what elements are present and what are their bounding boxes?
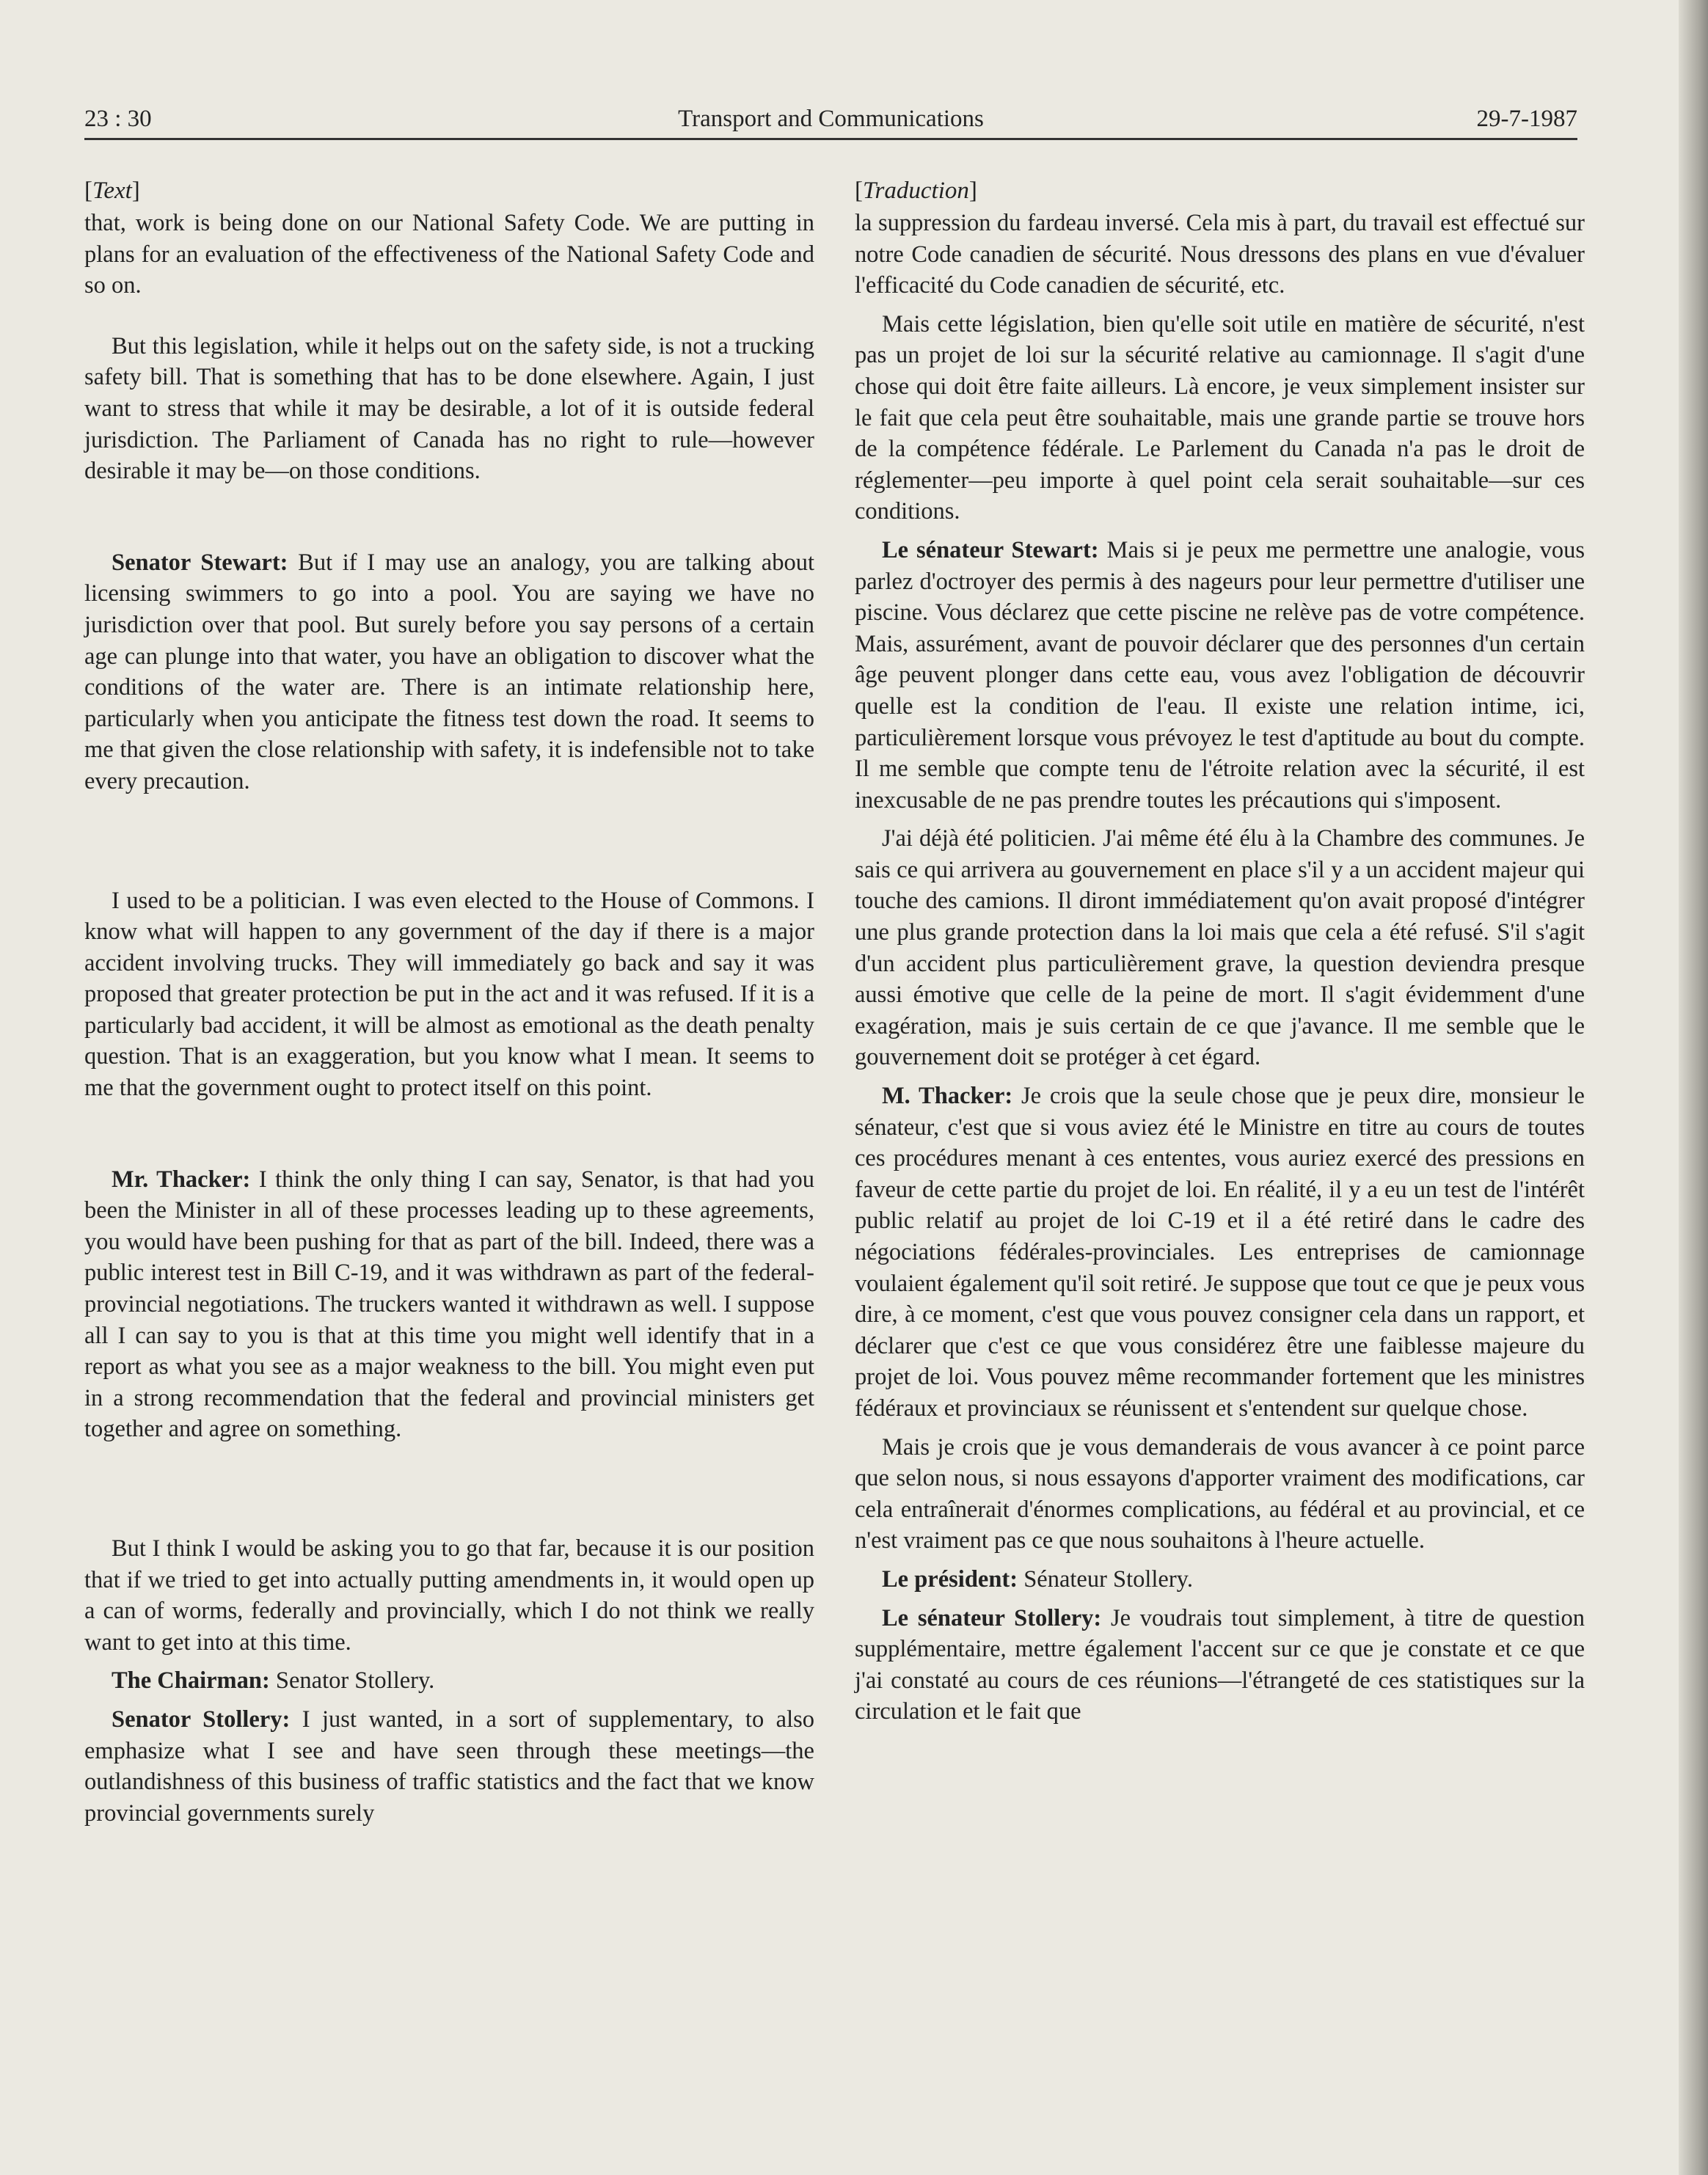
header-date: 29-7-1987 <box>1476 106 1577 132</box>
paragraph: la suppression du fardeau inversé. Cela mis à part, du travail est effectué sur notre Code canadien de sécurité. Nous dressons des plans en vue d'évaluer l'efficacité du Code canadien de sécurité, etc. <box>855 210 1585 299</box>
paragraph: I used to be a politician. I was even elected to the House of Commons. I know what will happen to any government of the day if there is a major accident involving trucks. They will immediately go back and say it was proposed that greater protection be put in the act and it was refused. If it is a particularly bad accident, it will be almost as emotional as the death penalty question. That is an exaggeration, but you know what I mean. It seems to me that the government ought to protect itself on this point. <box>84 887 814 1102</box>
paragraph: that, work is being done on our National Safety Code. We are putting in plans for an evaluation of the effectiveness of the National Safety Code and so on. <box>84 210 814 299</box>
speaker-name: The Chairman: <box>112 1667 270 1695</box>
page-number: 23 : 30 <box>84 106 152 132</box>
speaker-name: Le sénateur Stollery: <box>882 1604 1102 1631</box>
speaker-name: Senator Stewart: <box>112 549 288 576</box>
speech-paragraph: Senator Stewart: But if I may use an analogy, you are talking about licensing swimmers to go into a pool. You are saying we have no jurisdiction over that pool. But surely before you say persons of a certain age can plunge into that water, you have an obligation to discover what the conditions of the water are. There is an intimate relationship here, particularly when you anticipate the fitness test down the road. It seems to me that given the close relationship with safety, it is indefensible not to take every precaution. <box>84 549 814 794</box>
language-tag-french: [Traduction] <box>855 178 977 204</box>
speech-paragraph: The Chairman: Senator Stollery. <box>112 1667 435 1695</box>
paragraph: J'ai déjà été politicien. J'ai même été élu à la Chambre des communes. Je sais ce qui arrivera au gouvernement en place s'il y a un accident majeur qui touche des camions. Il diront immédiatement qu'on avait proposé d'intégrer une plus grande protection dans la loi mais que cela a été refusé. S'il s'agit d'un accident plus particulièrement grave, la question deviendra presque aussi émotive que celle de la peine de mort. Il s'agit évidemment d'une exagération, mais je suis certain de ce que j'avance. Il me semble que le gouvernement doit se protéger à cet égard. <box>855 825 1585 1071</box>
publication-title: Transport and Communications <box>678 106 984 132</box>
running-header <box>84 100 1577 140</box>
speaker-name: Mr. Thacker: <box>112 1166 251 1193</box>
english-column <box>84 175 814 1829</box>
paragraph: But I think I would be asking you to go that far, because it is our position that if we tried to get into actually putting amendments in, it would open up a can of worms, federally and provincially, which I do not think we really want to get into at this time. <box>84 1535 814 1656</box>
paragraph: But this legislation, while it helps out on the safety side, is not a trucking safety bill. That is something that has to be done elsewhere. Again, I just want to stress that while it may be desirable, a lot of it is outside federal jurisdiction. The Parliament of Canada has no right to rule—however desirable it may be—on those conditions. <box>84 332 814 485</box>
speech-paragraph: Le sénateur Stewart: Mais si je peux me permettre une analogie, vous parlez d'octroyer des permis à des nageurs pour leur permettre d'utiliser une piscine. Vous déclarez que cette piscine ne relève pas de votre compétence. Mais, assurément, avant de pouvoir déclarer que des personnes d'un certain âge peuvent plonger dans cette eau, vous avez l'obligation de découvrir quelle est la condition de l'eau. Il existe une relation intime, ici, particulièrement lorsque vous prévoyez le test d'aptitude au bout du compte. Il me semble que compte tenu de l'étroite relation avec la sécurité, il est inexcusable de ne pas prendre toutes les précautions qui s'imposent. <box>855 536 1585 814</box>
speaker-name: M. Thacker: <box>882 1083 1013 1110</box>
speech-paragraph: Mr. Thacker: I think the only thing I can say, Senator, is that had you been the Minister in all of these processes leading up to these agreements, you would have been pushing for that as part of the bill. Indeed, there was a public interest test in Bill C-19, and it was withdrawn as part of the federal-provincial negotiations. The truckers wanted it withdrawn as well. I suppose all I can say to you is that at this time you might well identify that in a report as what you see as a major weakness to the bill. You might even put in a strong recommendation that the federal and provincial ministers get together and agree on something. <box>84 1166 814 1443</box>
french-column <box>855 175 1585 1728</box>
speaker-name: Le sénateur Stewart: <box>882 536 1099 563</box>
paragraph: Mais cette législation, bien qu'elle soit utile en matière de sécurité, n'est pas un projet de loi sur la sécurité relative au camionnage. Il s'agit d'une chose qui doit être faite ailleurs. Là encore, je veux simplement insister sur le fait que cela peut être souhaitable, mais une grande partie se trouve hors de la compétence fédérale. Le Parlement du Canada n'a pas le droit de réglementer—peu importe à quel point cela serait souhaitable—sur ces conditions. <box>855 310 1585 525</box>
page-edge-shadow <box>1679 0 1708 2175</box>
speaker-name: Le président: <box>882 1565 1018 1593</box>
speech-paragraph: Le sénateur Stollery: Je voudrais tout simplement, à titre de question supplémentaire, mettre également l'accent sur ce que je constate et ce que j'ai constaté au cours de ces réunions—l'étrangeté de ces statistiques sur la circulation et le fait que <box>855 1604 1585 1725</box>
speech-paragraph: M. Thacker: Je crois que la seule chose que je peux dire, monsieur le sénateur, c'est que si vous aviez été le Ministre en titre au cours de toutes ces procédures menant à ces ententes, vous auriez exercé des pressions en faveur de cette partie du projet de loi. En réalité, il y a eu un test de l'intérêt public relatif au projet de loi C-19 et il a été retiré dans le cadre des négociations fédérales-provinciales. Les entreprises de camionnage voulaient également qu'il soit retiré. Je suppose que tout ce que je peux vous dire, à ce moment, c'est que vous pouvez consigner cela dans un rapport, et déclarer que c'est ce que vous considérez être une faiblesse majeure du projet de loi. Vous pouvez même recommander fortement que les ministres fédéraux et provinciaux se réunissent et s'entendent sur quelque chose. <box>855 1083 1585 1422</box>
paragraph: Mais je crois que je vous demanderais de vous avancer à ce point parce que selon nous, si nous essayons d'apporter vraiment des modifications, car cela entraînerait d'énormes complications, au fédéral et au provincial, et ce n'est vraiment pas ce que nous souhaitons à l'heure actuelle. <box>855 1433 1585 1554</box>
language-tag-english: [Text] <box>84 178 140 204</box>
speech-paragraph: Le président: Sénateur Stollery. <box>882 1565 1193 1593</box>
speech-paragraph: Senator Stollery: I just wanted, in a sort of supplementary, to also emphasize what I see and have seen through these meetings—the outlandishness of this business of traffic statistics and the fact that we know provincial governments surely <box>84 1706 814 1827</box>
speaker-name: Senator Stollery: <box>112 1706 291 1733</box>
